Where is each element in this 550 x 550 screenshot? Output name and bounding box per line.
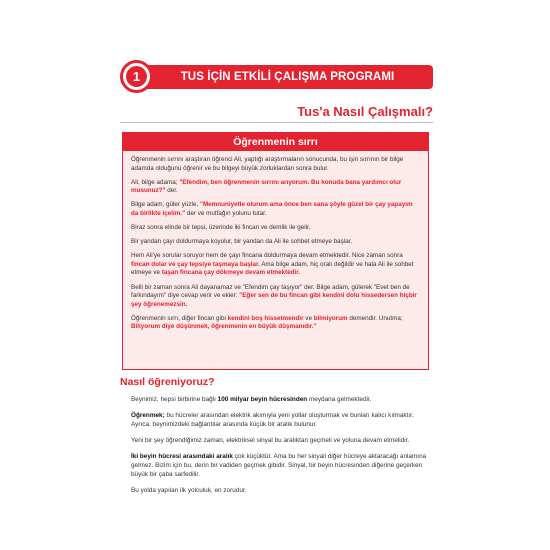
section-text-run: meydana gelmektedir. — [307, 396, 372, 403]
chapter-title: TUS İÇİN ETKİLİ ÇALIŞMA PROGRAMI — [180, 71, 395, 83]
section-paragraph — [131, 436, 433, 445]
story-text-run: Biraz sonra elinde bir tepsi, üzerinde iki fincan ve demlik ile gelir. — [131, 224, 311, 232]
story-text-run: taşan fincana çay dökmeye devam etmektedir. — [161, 269, 301, 277]
story-text-run: "Memnuniyetle olurum ama önce ben sana şöyle güzel bir çay yapayım da birlikte içelim." — [131, 201, 413, 217]
story-paragraph — [131, 238, 420, 247]
story-paragraph — [131, 224, 420, 233]
section-paragraph — [131, 395, 433, 404]
story-text-run: Ali, bilge adama; — [131, 178, 180, 186]
story-paragraph — [131, 156, 420, 173]
story-paragraph — [131, 201, 420, 218]
section-text-run: İki beyin hücresi arasındaki aralık — [131, 452, 233, 460]
how-we-learn-section — [120, 376, 433, 494]
chapter-number-badge — [120, 60, 153, 93]
section-text-run: 100 milyar beyin hücresinden — [217, 396, 308, 403]
section-text-run: Bu yolda yapılan ilk yolculuk, en zorudur. — [131, 486, 247, 494]
story-paragraph — [131, 315, 420, 332]
story-box-body — [131, 156, 420, 338]
section-body — [131, 395, 433, 502]
story-text-run: Öğrenmenin sırrını araştıran öğrenci Ali, yaptığı araştırmaların sonucunda, bu işin sırrının bir bilge adamda olduğunu öğrenir ve bu bilgeyi büyük zorluklardan sonra bulur. — [131, 156, 404, 172]
section-paragraph — [131, 411, 433, 429]
story-text-run: der ve mutfağın yolunu tutar. — [185, 209, 267, 217]
section-text-run: Yeni bir şey öğrendiğimiz zaman, elektriksel sinyal bu aralıktan geçmeli ve yoluna devam etmelidir. — [131, 436, 410, 444]
story-text-run: Biliyorum diye düşünmek, öğrenmenin en büyük düşmanıdır." — [131, 323, 317, 331]
story-paragraph — [131, 179, 420, 196]
section-paragraph — [131, 486, 433, 495]
story-text-run: Ama bilge adam, hiç oralı değildir ve hala Ali ile sohbet etmeye ve — [131, 260, 414, 277]
story-text-run: ve — [303, 314, 314, 322]
section-text-run: bu hücreler arasından elektrik akımıyla yeni yollar oluşturmak ve bunları kalıcı kılmaktır. Ayrıca, beynimizdeki bağlantılar arasında küçük bir aralık bulunur. — [131, 411, 414, 428]
chapter-number: 1 — [126, 66, 147, 87]
story-text-run: "Efendim, ben öğrenmenin sırrını arıyorum. Bu konuda bana yardımcı olur musunuz?" — [131, 178, 402, 195]
story-text-run: Belli bir zaman sonra Ali dayanamaz ve "Efendim çay taşıyor" der. Bilge adam, gülerek "Evet ben de farkındayım" diye cevap verir ve ekler: — [131, 283, 410, 300]
section-text-run: çok küçüktür. Ama bu her sinyali diğer hücreye aktaracağı anlamına gelmez. Bizim için bu, derin bir vadiden geçmek gibidir. Sinyal, bir beyin hücresinden diğerine geçerken büyük bir çaba sarfedilir. — [131, 452, 427, 478]
story-text-run: demendir. Unutma; — [347, 314, 403, 322]
section-text-run: Öğrenmek; — [131, 411, 165, 419]
subtitle-rule — [120, 122, 433, 123]
story-text-run: Öğrenmenin sırrı, diğer fincan gibi — [131, 314, 228, 322]
story-box-title: Öğrenmenin sırrı — [123, 133, 428, 151]
story-text-run: Hem Ali'ye sorular soruyor hem de çayı fincana doldurmaya devam etmektedir. Nice zaman sonra — [131, 252, 403, 260]
story-text-run: kendini boş hissetmendir — [227, 314, 304, 322]
section-heading: Nasıl öğreniyoruz? — [120, 376, 215, 388]
story-text-run: fincan dolar ve çay tepsiye taşmaya başlar. — [131, 260, 260, 268]
section-subtitle — [120, 104, 433, 124]
story-text-run: bilmiyorum — [313, 314, 348, 322]
story-text-run: der. — [165, 187, 178, 195]
story-box — [122, 132, 429, 370]
story-paragraph — [131, 252, 420, 278]
section-paragraph — [131, 452, 433, 479]
subtitle-text: Tus'a Nasıl Çalışmalı? — [297, 104, 433, 119]
section-text-run: Beynimiz, hepsi birbirine bağlı — [131, 396, 218, 403]
chapter-header — [120, 60, 433, 93]
story-paragraph — [131, 284, 420, 310]
story-text-run: Bir yandan çayı doldurmaya koyulur, bir yandan da Ali ile sohbet etmeye başlar. — [131, 238, 353, 246]
story-text-run: "Eğer sen de bu fincan gibi kendini dolu hissedersen hiçbir şey öğrenemezsin. — [131, 292, 417, 308]
story-text-run: Bilge adam, güler yüzle, — [131, 201, 200, 209]
